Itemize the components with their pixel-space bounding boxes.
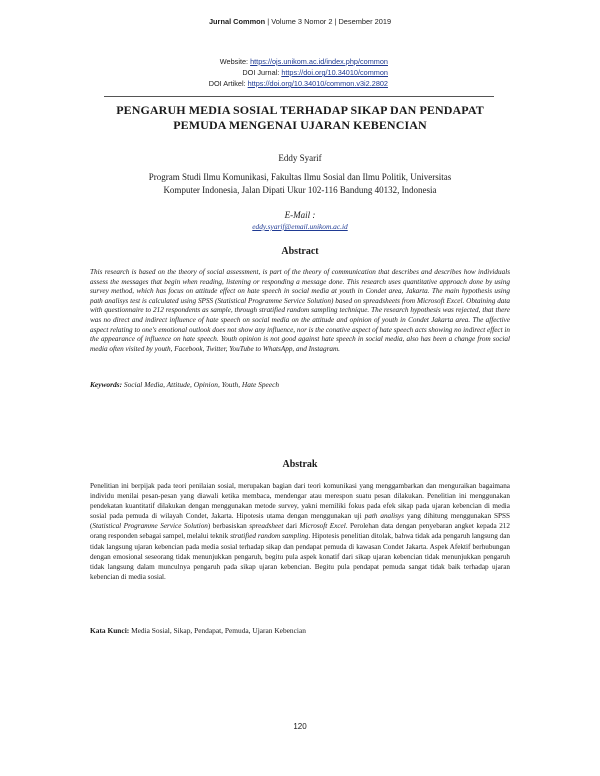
abstrak-part-1: Penelitian ini berpijak pada teori penilaian sosial, merupakan bagian dari teori komunikasi yang menggambarkan dan menguraikan bagaimana individu menilai pesan-pesan yang diawali ketika membaca, mendengar atau merespon suatu pesan dilakukan. Penelitian ini menggunakan pendekatan kuantitatif dilakukan dengan menggunakan metode survey, yakni memiliki fokus pada efek sikap pada ujaran kebencian di media sosial pada pemuda di wilayah Condet, Jakarta. Hipotesis utama dengan menggunakan uji [90,482,510,521]
page-number: 120 [293,722,307,731]
doi-journal-line [209,67,388,78]
abstrak-part-4: dari [283,522,300,531]
kata-kunci [90,626,510,635]
keywords-text: Social Media, Attitude, Opinion, Youth, Hate Speech [122,380,280,389]
affiliation [100,171,500,197]
abstrak-italic-1: path analisys [364,512,404,521]
kata-kunci-text: Media Sosial, Sikap, Pendapat, Pemuda, Ujaran Kebencian [129,626,306,635]
abstrak-part-2: yang dihitung menggunakan SPSS ( [90,512,510,531]
header-divider [104,96,494,97]
website-label: Website: [219,57,251,66]
abstrak-part-6: . Hipotesis penelitian ditolak, bahwa tidak ada pengaruh langsung dan tidak langsung ujaran kebencian pada media sosial terhadap sikap dan pendapat pemuda di kawasan Condet Jakarta. Aspek Afektif berhubungan dengan emosional seseorang tidak menunjukkan pengaruh, begitu pula aspek konatif dari sikap ujaran kebencian tidak menunjukkan pengaruh tidak langsung dalam munculnya pengaruh pada sikap ujaran kebencian. Begitu pula pendapat pemuda sangat tidak baik terhadap ujaran kebencian di media sosial. [90,532,510,581]
doi-article-label: DOI Artikel: [208,79,248,88]
doi-journal-label: DOI Jurnal: [242,68,282,77]
website-link[interactable]: https://ojs.unikom.ac.id/index.php/common [250,57,388,66]
abstrak-italic-5: stratified random sampling [230,532,309,541]
title-line-1: PENGARUH MEDIA SOSIAL TERHADAP SIKAP DAN PENDAPAT [116,103,484,117]
journal-details: | Volume 3 Nomor 2 | Desember 2019 [265,17,392,26]
journal-links [209,56,388,89]
doi-journal-link[interactable]: https://doi.org/10.34010/common [281,68,388,77]
title-line-2: PEMUDA MENGENAI UJARAN KEBENCIAN [173,118,427,132]
website-line [209,56,388,67]
email-link[interactable]: eddy.syarif@email.unikom.ac.id [252,222,348,231]
abstrak-italic-2: Statistical Programme Service Solution [92,522,208,531]
author-name: Eddy Syarif [278,153,322,163]
paper-title [90,103,510,133]
abstract-heading: Abstract [281,246,319,257]
abstract-text: This research is based on the theory of social assessment, is part of the theory of communication that describes and describes how individuals assess the messages that begin when reading, listening or responding a message done. This research uses quantitative approach done by using survey method, which has focus on attitude effect on hate speech in social media at youth in Condet area, Jakarta. The main hypothesis using path analisys test is calculated using SPSS (Statistical Programme Service Solution) based on spreadsheets from Microsoft Excel. Obtaining data with questionnaire to 212 respondents as sample, through stratified random sampling technique. The research hypothesis was rejected, that there was no direct and indirect influence of hate speech on social media on the attitude and opinion of youth in Condet Jakarta area. The affective aspect relating to one's emotional outlook does not show any influence, nor is the conative aspect of hate speech acts showing no indirect effect in the appearance of influence on hate speech. Youth opinion is not good against hate speech in social media, also has been a change from social media often visited by youth, Facebook, Twitter, YouTube to WhatsApp, and Instagram. [90,268,510,353]
keywords [90,380,510,389]
affiliation-line-2: Komputer Indonesia, Jalan Dipati Ukur 102-116 Bandung 40132, Indonesia [163,185,437,195]
abstrak-part-3: ) berbasiskan [207,522,250,531]
keywords-label: Keywords: [90,380,123,389]
abstrak-italic-4: Microsoft Excel [299,522,346,531]
journal-name: Jurnal Common [208,17,266,26]
doi-article-line [209,78,388,89]
kata-kunci-label: Kata Kunci: [90,626,130,635]
abstrak-part-5: . Perolehan data dengan penyebaran angket kepada 212 orang responden sebagai sampel, melalui teknik [90,522,510,541]
affiliation-line-1: Program Studi Ilmu Komunikasi, Fakultas Ilmu Sosial dan Ilmu Politik, Universitas [148,172,452,182]
doi-article-link[interactable]: https://doi.org/10.34010/common.v3i2.2802 [247,79,388,88]
abstrak-italic-3: spreadsheet [249,522,284,531]
abstrak-text [90,481,510,582]
abstrak-heading: Abstrak [282,459,318,470]
email-label: E-Mail : [284,210,316,220]
journal-header [0,17,600,26]
